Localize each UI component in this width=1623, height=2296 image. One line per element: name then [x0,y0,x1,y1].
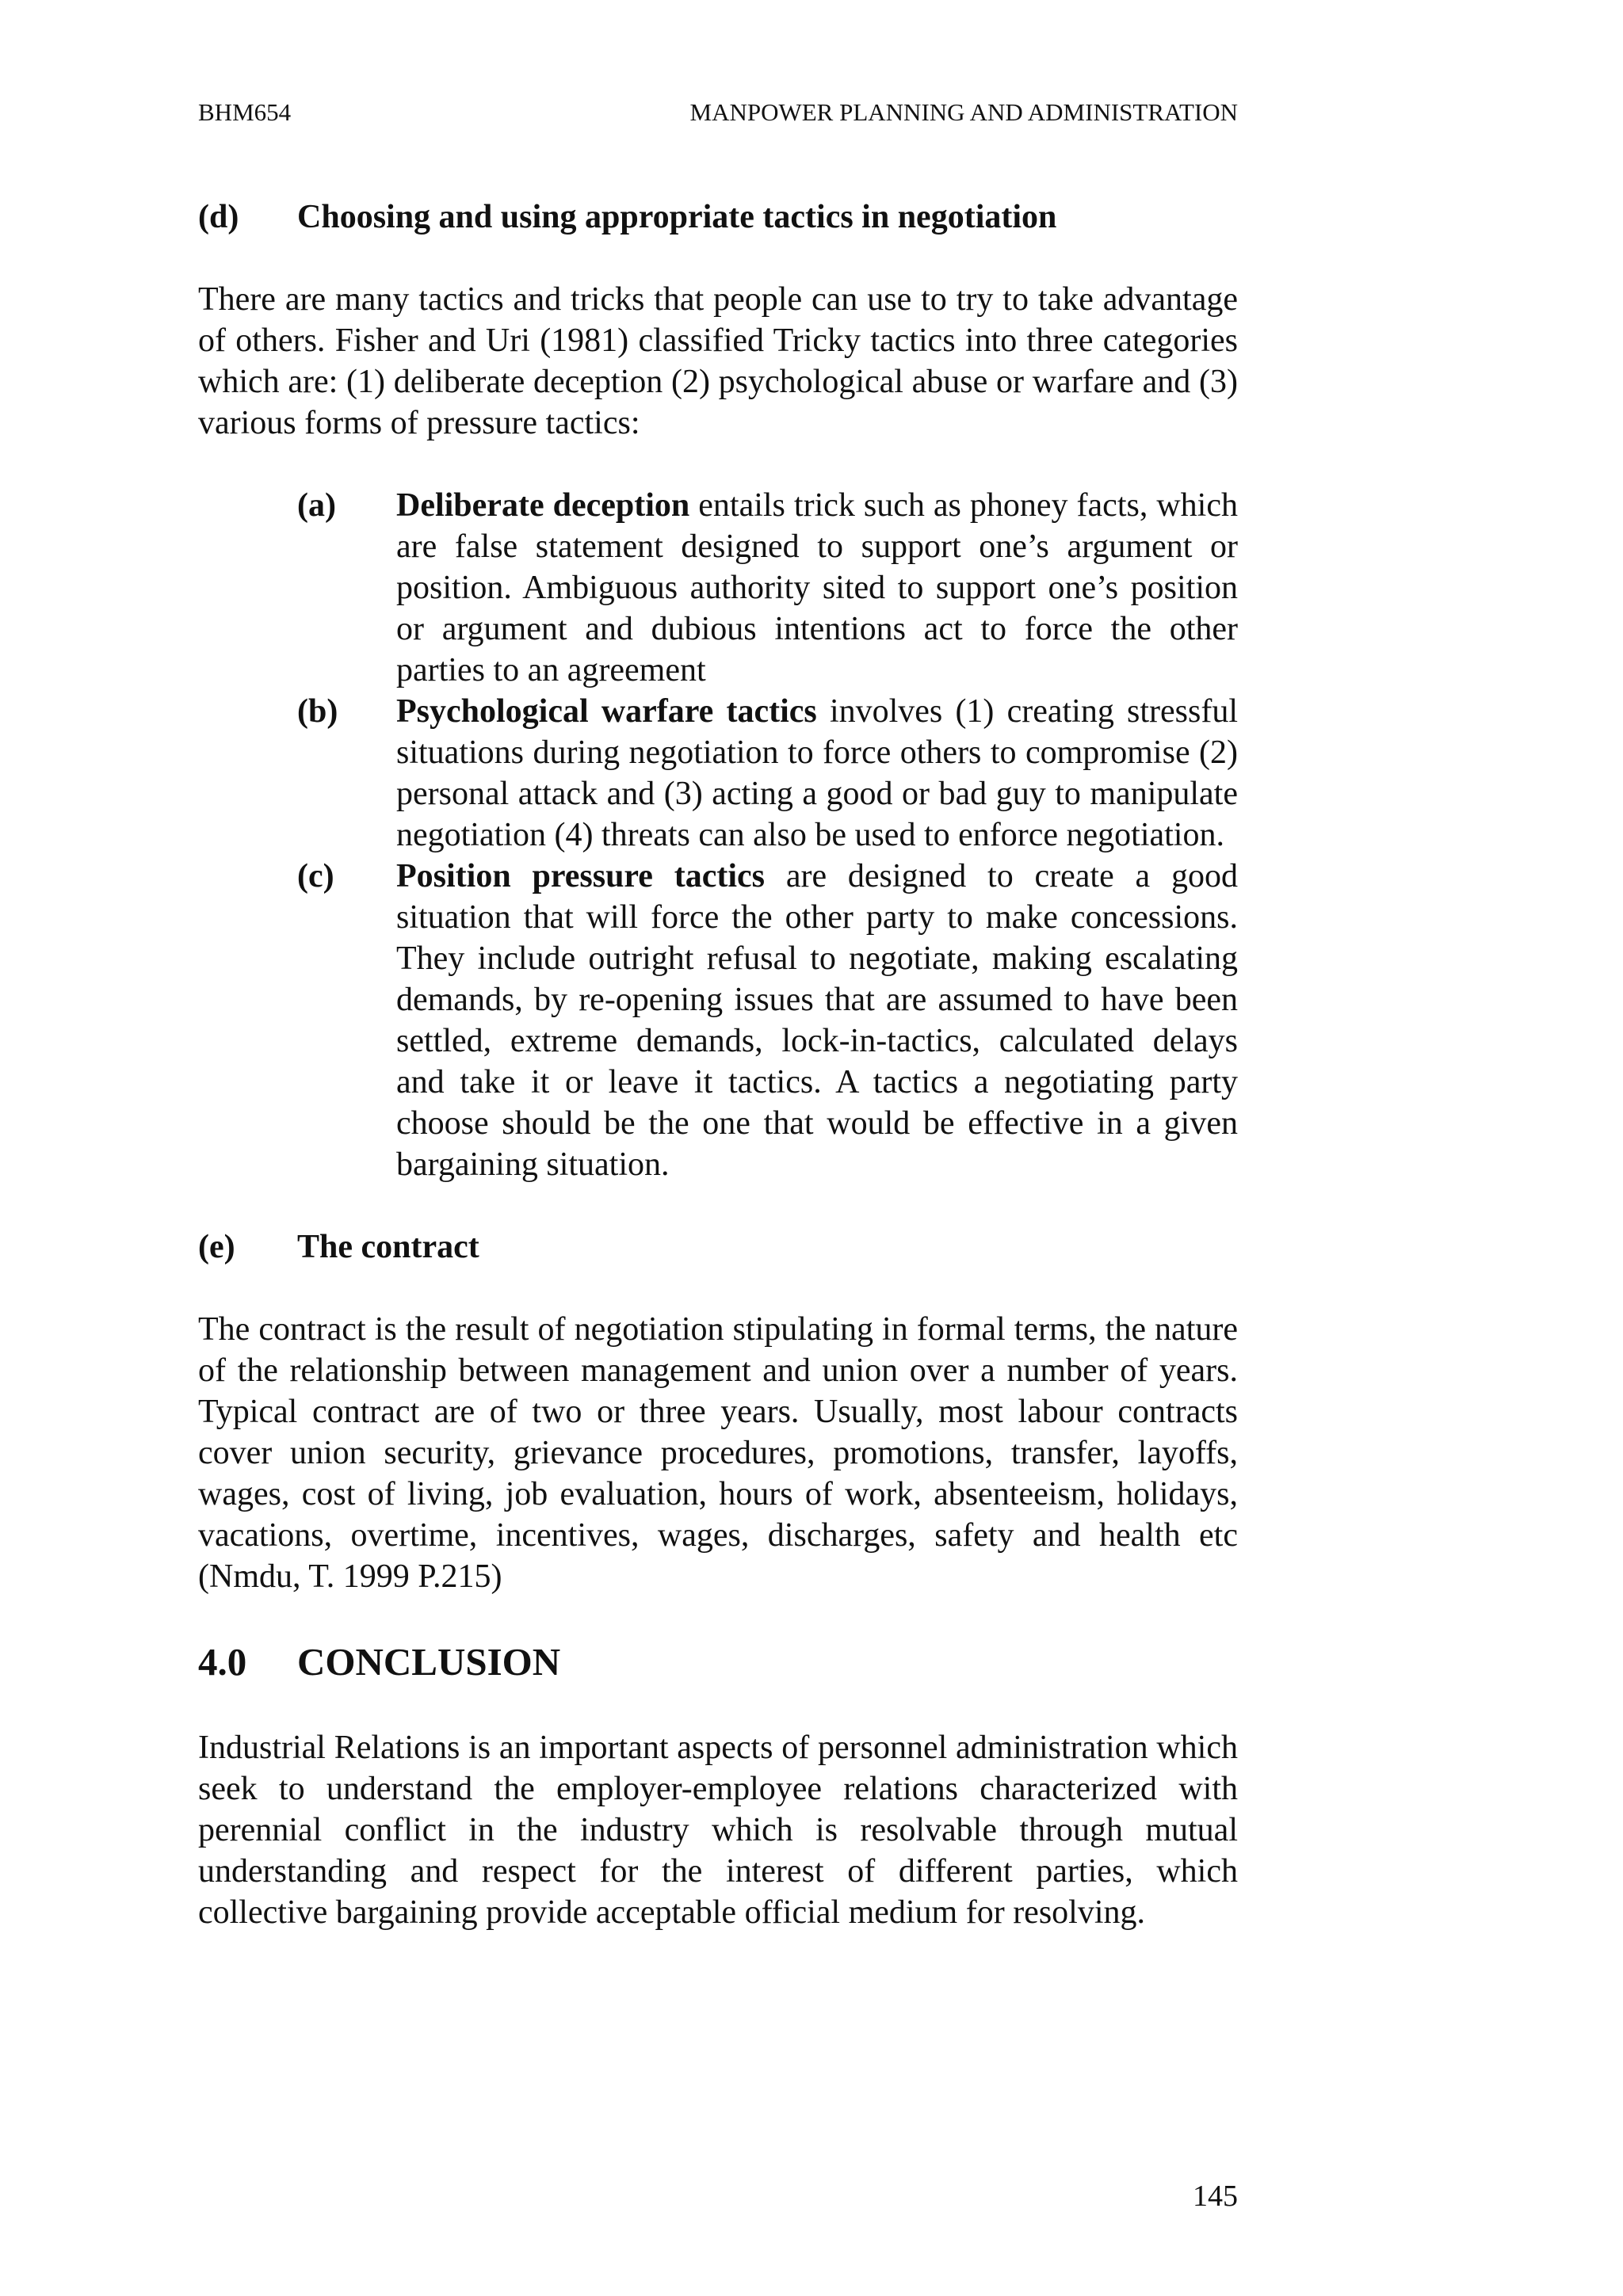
list-item-text: involves (1) creating stressful situations during negotiation to force others to compromise (2) personal attack and (3) acting a good or bad guy to manipulate negotiation (4) threats can also be used to enforce negotiation. [396,693,1238,853]
section-e-title: The contract [297,1229,479,1265]
list-item-label: (c) [297,858,334,894]
section-d-heading [198,196,1238,238]
conclusion-title: CONCLUSION [297,1640,561,1684]
conclusion-body: Industrial Relations is an important aspects of personnel administration which seek to understand the employer-employee relations characterized with perennial conflict in the industry which is resolvable through mutual understanding and respect for the interest of different parties, which collective bargaining provide acceptable official medium for resolving. [198,1730,1238,1931]
section-d-title: Choosing and using appropriate tactics in negotiation [297,199,1057,235]
course-code: BHM654 [198,98,292,126]
list-item-body [396,691,1238,856]
list-item [297,485,1238,691]
section-e-heading [198,1226,1238,1268]
section-d-intro: There are many tactics and tricks that people can use to try to take advantage of others. Fisher and Uri (1981) classified Tricky tactics into three categories which are: (1) deliberate deception (2) psychological abuse or warfare and (3) various forms of pressure tactics: [198,281,1238,441]
list-item-term: Deliberate deception [396,487,690,524]
page-content [198,196,1238,1933]
page-number: 145 [1193,2180,1238,2213]
list-item-body [396,856,1238,1185]
list-item-term: Psychological warfare tactics [396,693,817,730]
list-item-text: are designed to create a good situation that will force the other party to make concessions. They include outright refusal to negotiate, making escalating demands, by re-opening issues that are assumed to have been settled, extreme demands, lock-in-tactics, calculated delays and take it or leave it tactics. A tactics a negotiating party choose should be the one that would be effective in a given bargaining situation. [396,858,1238,1183]
conclusion-heading [198,1638,1238,1686]
list-item [297,691,1238,856]
section-e-label: (e) [198,1229,235,1265]
course-title: MANPOWER PLANNING AND ADMINISTRATION [689,98,1238,126]
list-item-text: entails trick such as phoney facts, which are false statement designed to support one’s argument or position. Ambiguous authority sited to support one’s position or argument and dubious intentions act to force the other parties to an agreement [396,487,1238,688]
section-d-label: (d) [198,199,239,235]
list-item-body [396,485,1238,691]
list-item-label: (b) [297,693,338,730]
list-item-term: Position pressure tactics [396,858,766,894]
tactics-list [297,485,1238,1185]
section-e-body: The contract is the result of negotiation stipulating in formal terms, the nature of the relationship between management and union over a number of years. Typical contract are of two or three years. Usually, most labour contracts cover union security, grievance procedures, promotions, transfer, layoffs, wages, cost of living, job evaluation, hours of work, absenteeism, holidays, vacations, overtime, incentives, wages, discharges, safety and health etc (Nmdu, T. 1999 P.215) [198,1311,1238,1595]
conclusion-number: 4.0 [198,1640,247,1684]
list-item [297,856,1238,1185]
list-item-label: (a) [297,487,336,524]
